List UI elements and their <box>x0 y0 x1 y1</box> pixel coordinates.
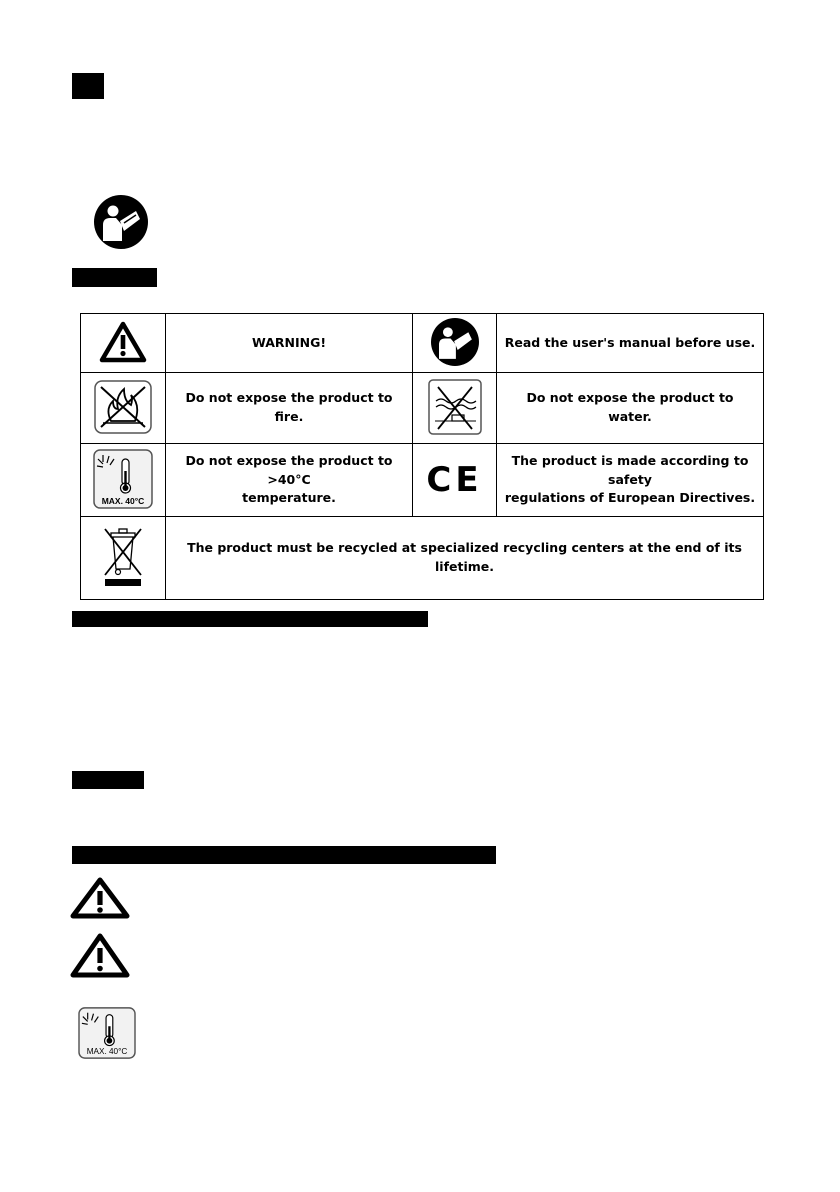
read-manual-label: Read the user's manual before use. <box>497 314 764 373</box>
temperature-label <box>166 444 413 517</box>
ce-label-line2: regulations of European Directives. <box>504 490 756 506</box>
symbols-table <box>80 313 764 600</box>
thermometer-icon-cell <box>81 444 166 517</box>
redacted-heading-1 <box>72 73 104 99</box>
ce-mark-cell <box>413 444 497 517</box>
recycle-label: The product must be recycled at specialized recycling centers at the end of its lifetime. <box>166 517 764 600</box>
table-row <box>81 373 764 444</box>
warning-label: WARNING! <box>166 314 413 373</box>
thermometer-icon <box>76 1005 138 1061</box>
no-fire-icon <box>91 377 155 437</box>
read-manual-icon <box>431 318 479 366</box>
warning-icon-cell <box>81 314 166 373</box>
redacted-heading-4 <box>72 771 144 789</box>
crossed-bin-icon <box>101 525 145 589</box>
temperature-label-line1: Do not expose the product to >40°C <box>185 452 393 487</box>
warning-icon <box>70 877 130 919</box>
no-water-icon <box>426 377 484 437</box>
redacted-heading-2 <box>72 268 157 287</box>
read-manual-icon-cell <box>413 314 497 373</box>
no-fire-icon-cell <box>81 373 166 444</box>
ce-label-line1: The product is made according to safety <box>511 452 749 487</box>
table-row <box>81 517 764 600</box>
max-temp-label: MAX. 40°C <box>86 1047 128 1057</box>
read-manual-icon <box>94 195 148 249</box>
weee-bin-icon-cell <box>81 517 166 600</box>
temperature-label-line2: temperature. <box>242 490 336 506</box>
table-row <box>81 314 764 373</box>
fire-label: Do not expose the product to fire. <box>166 373 413 444</box>
ce-label <box>497 444 764 517</box>
water-label: Do not expose the product to water. <box>497 373 764 444</box>
no-water-icon-cell <box>413 373 497 444</box>
warning-icon <box>70 933 130 979</box>
max-temp-label: MAX. 40°C <box>101 495 145 506</box>
redacted-heading-3 <box>72 611 428 627</box>
thermometer-icon <box>91 447 155 511</box>
redacted-heading-5 <box>72 846 496 864</box>
ce-mark: CE <box>426 460 483 500</box>
table-row <box>81 444 764 517</box>
warning-icon <box>99 321 147 363</box>
